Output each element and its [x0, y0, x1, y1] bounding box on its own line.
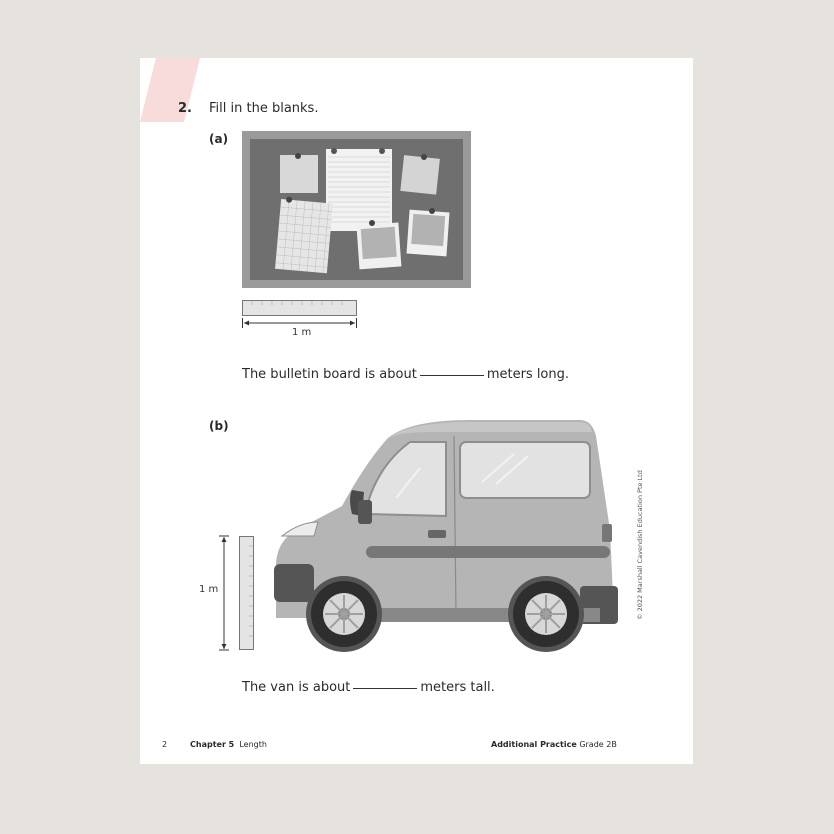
- part-b-label: (b): [209, 419, 229, 433]
- bulletin-board-illustration: [242, 131, 472, 289]
- question-number: 2.: [178, 101, 192, 116]
- copyright-notice: © 2022 Marshall Cavendish Education Pte Ltd: [636, 470, 644, 620]
- part-b-sentence-end: meters tall.: [420, 680, 495, 695]
- part-b-scale-label: 1 m: [199, 584, 219, 595]
- part-a-scale-label: 1 m: [292, 327, 312, 338]
- question-instruction: Fill in the blanks.: [209, 101, 319, 116]
- part-a-label: (a): [209, 132, 229, 146]
- footer-grade: Grade 2B: [579, 740, 617, 749]
- footer-page-number: 2: [162, 740, 168, 749]
- part-b-sentence: [242, 680, 495, 695]
- part-b-answer-blank[interactable]: [353, 687, 417, 689]
- footer-book-name: Additional Practice: [491, 740, 577, 749]
- footer-book-title: [491, 740, 617, 749]
- part-a-answer-blank[interactable]: [420, 374, 484, 376]
- footer-chapter: [190, 740, 267, 749]
- footer-chapter-title: Length: [239, 740, 267, 749]
- part-a-sentence-start: The bulletin board is about: [242, 367, 417, 382]
- meter-ruler-vertical: [215, 534, 255, 652]
- van-illustration: [270, 418, 620, 653]
- part-a-sentence-end: meters long.: [486, 367, 570, 382]
- meter-ruler-horizontal: [242, 300, 358, 330]
- part-a-sentence: [242, 367, 569, 382]
- footer-chapter-number: Chapter 5: [190, 740, 235, 749]
- part-b-sentence-start: The van is about: [242, 680, 351, 695]
